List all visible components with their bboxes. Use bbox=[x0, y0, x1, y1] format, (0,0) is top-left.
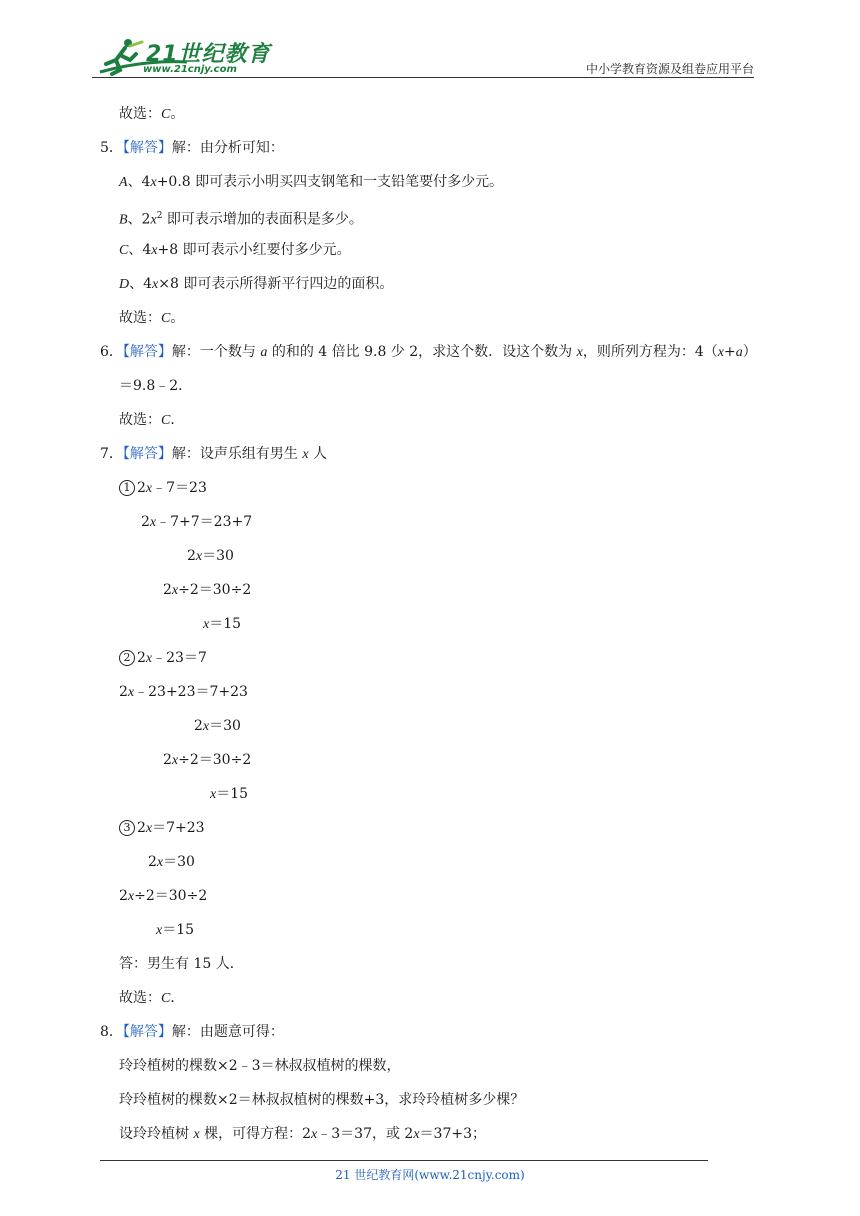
logo-url: www.21cnjy.com bbox=[143, 64, 237, 75]
q7-eq1-line4: 2x÷2＝30÷2 bbox=[163, 582, 252, 598]
q7-eq1-line2: 2x﹣7+7＝23+7 bbox=[141, 514, 253, 530]
q7-eq2-line2: 2x﹣23+23＝7+23 bbox=[119, 684, 248, 700]
q5-option-b: B、$2x^2$ 即可表示增加的表面积是多少。 bbox=[119, 211, 363, 228]
q5-answer: 故选：C。 bbox=[119, 310, 185, 326]
q7-answer-text: 答：男生有 15 人． bbox=[119, 956, 244, 972]
q7-eq1-line3: 2x＝30 bbox=[187, 548, 234, 564]
circled-number: 1 bbox=[119, 480, 135, 496]
q7-eq2-line1: 2 2x﹣23＝7 bbox=[119, 648, 207, 669]
header-divider bbox=[92, 77, 754, 78]
q7-eq1-line5: x＝15 bbox=[203, 616, 242, 632]
q7-eq3-line4: x＝15 bbox=[156, 922, 195, 938]
q6-answer: 故选：C． bbox=[119, 412, 185, 428]
q5-option-c: C、4x+8 即可表示小红要付多少元。 bbox=[119, 242, 351, 258]
q7-eq3-line3: 2x÷2＝30÷2 bbox=[119, 888, 208, 904]
q8-line1: 玲玲植树的棵数×2﹣3＝林叔叔植树的棵数， bbox=[119, 1058, 401, 1074]
q7-eq2-line3: 2x＝30 bbox=[194, 718, 241, 734]
q5-option-d: D、4x×8 即可表示所得新平行四边的面积。 bbox=[119, 276, 394, 292]
q7-eq3-line2: 2x＝30 bbox=[148, 854, 195, 870]
q7-heading: 7．【解答】解：设声乐组有男生 x 人 bbox=[100, 446, 328, 462]
answer-line: 故选：C。 bbox=[119, 106, 185, 122]
logo-text: 21世纪教育 bbox=[146, 42, 271, 67]
q7-answer: 故选：C． bbox=[119, 990, 185, 1006]
page-header bbox=[0, 0, 860, 80]
q7-eq1-line1: 1 2x﹣7＝23 bbox=[119, 478, 207, 499]
footer-link[interactable]: 21 世纪教育网(www.21cnjy.com) bbox=[335, 1168, 525, 1182]
q8-heading: 8．【解答】解：由题意可得： bbox=[100, 1024, 284, 1040]
q5-option-a: A、4x+0.8 即可表示小明买四支钢笔和一支铅笔要付多少元。 bbox=[119, 174, 504, 190]
circled-number: 3 bbox=[119, 820, 135, 836]
q8-line2: 玲玲植树的棵数×2＝林叔叔植树的棵数+3，求玲玲植树多少棵？ bbox=[119, 1092, 525, 1108]
q7-eq2-line4: 2x÷2＝30÷2 bbox=[163, 752, 252, 768]
header-platform-text: 中小学教育资源及组卷应用平台 bbox=[585, 62, 754, 76]
q7-eq2-line5: x＝15 bbox=[210, 786, 249, 802]
q8-line3: 设玲玲植树 x 棵，可得方程：2x﹣3＝37，或 2x＝37+3； bbox=[119, 1126, 487, 1142]
q6-equation: ＝9.8﹣2． bbox=[119, 378, 193, 394]
footer-divider bbox=[100, 1160, 708, 1161]
q6-heading: 6．【解答】解：一个数与 a 的和的 4 倍比 9.8 少 2，求这个数．设这个数为 x，则所列方程为：4（x+a） bbox=[100, 344, 757, 360]
q5-heading: 5．【解答】解：由分析可知： bbox=[100, 140, 284, 156]
q7-eq3-line1: 3 2x＝7+23 bbox=[119, 818, 205, 839]
circled-number: 2 bbox=[119, 650, 135, 666]
